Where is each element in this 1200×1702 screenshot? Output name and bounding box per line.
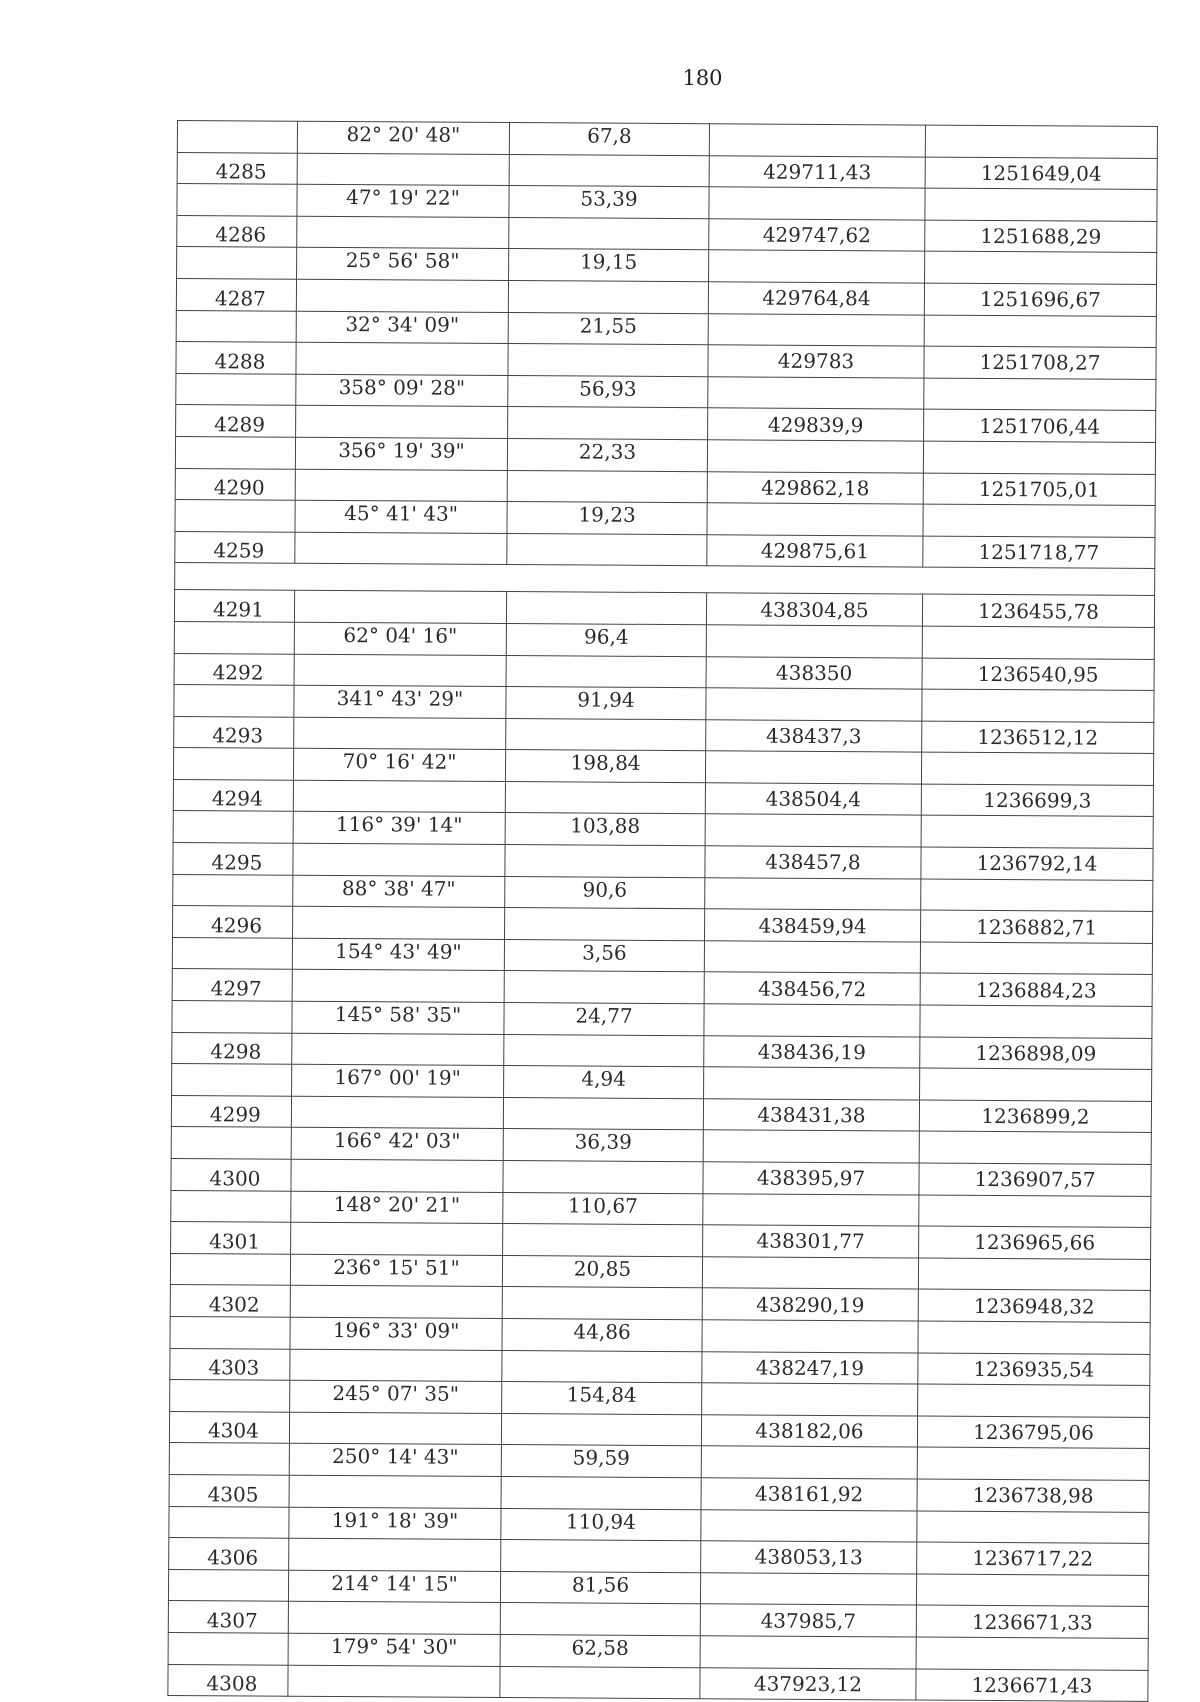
- point-number-cell: [171, 1127, 291, 1159]
- y-coordinate-cell: [916, 1637, 1148, 1670]
- x-coordinate-cell: [700, 1572, 916, 1605]
- point-number-cell: 4290: [175, 468, 295, 500]
- direction-angle-cell: 116° 39' 14": [293, 812, 505, 845]
- y-coordinate-cell: 1251696,67: [924, 283, 1156, 316]
- x-coordinate-cell: 438053,13: [701, 1541, 917, 1574]
- point-number-cell: [173, 748, 293, 780]
- direction-angle-cell: 236° 15' 51": [290, 1254, 502, 1287]
- y-coordinate-cell: [919, 1131, 1151, 1164]
- distance-cell: [501, 1540, 701, 1573]
- point-number-cell: 4291: [174, 590, 294, 622]
- x-coordinate-cell: [707, 503, 923, 536]
- point-number-cell: [169, 1506, 289, 1538]
- distance-cell: 20,85: [502, 1255, 702, 1288]
- distance-cell: 81,56: [500, 1571, 700, 1604]
- distance-cell: 24,77: [504, 1003, 704, 1036]
- y-coordinate-cell: [922, 626, 1154, 659]
- direction-angle-cell: [293, 906, 505, 939]
- point-number-cell: 4259: [175, 531, 295, 563]
- direction-angle-cell: [297, 216, 509, 249]
- distance-cell: 19,23: [507, 502, 707, 535]
- direction-angle-cell: 62° 04' 16": [294, 622, 506, 655]
- direction-angle-cell: [295, 469, 507, 502]
- distance-cell: [508, 344, 708, 377]
- point-number-cell: [177, 184, 297, 216]
- y-coordinate-cell: 1236935,54: [918, 1353, 1150, 1386]
- point-number-cell: [177, 121, 297, 153]
- x-coordinate-cell: [709, 124, 925, 157]
- distance-cell: [508, 407, 708, 440]
- distance-cell: 154,84: [502, 1382, 702, 1415]
- x-coordinate-cell: [702, 1383, 918, 1416]
- y-coordinate-cell: 1236792,14: [921, 847, 1153, 880]
- distance-cell: 91,94: [506, 687, 706, 720]
- point-number-cell: 4301: [171, 1222, 291, 1254]
- point-number-cell: [174, 685, 294, 717]
- direction-angle-cell: 214° 14' 15": [288, 1570, 500, 1603]
- y-coordinate-cell: 1236671,33: [916, 1605, 1148, 1638]
- point-number-cell: [176, 373, 296, 405]
- distance-cell: 22,33: [507, 438, 707, 471]
- direction-angle-cell: 82° 20' 48": [297, 121, 509, 154]
- point-number-cell: 4293: [174, 716, 294, 748]
- distance-cell: 67,8: [509, 123, 709, 156]
- point-number-cell: 4288: [176, 342, 296, 374]
- distance-cell: 56,93: [508, 375, 708, 408]
- x-coordinate-cell: 438304,85: [706, 593, 922, 626]
- distance-cell: [507, 470, 707, 503]
- x-coordinate-cell: [704, 941, 920, 974]
- y-coordinate-cell: 1236907,57: [919, 1163, 1151, 1196]
- x-coordinate-cell: [705, 751, 921, 784]
- x-coordinate-cell: 438395,97: [703, 1162, 919, 1195]
- distance-cell: 198,84: [505, 750, 705, 783]
- table-row-point: [168, 1664, 1148, 1702]
- direction-angle-cell: [296, 279, 508, 312]
- distance-cell: 3,56: [504, 939, 704, 972]
- x-coordinate-cell: 438459,94: [704, 909, 920, 942]
- direction-angle-cell: 341° 43' 29": [294, 685, 506, 718]
- x-coordinate-cell: 438431,38: [703, 1099, 919, 1132]
- x-coordinate-cell: [709, 250, 925, 283]
- point-number-cell: [168, 1632, 288, 1664]
- y-coordinate-cell: [921, 816, 1153, 849]
- x-coordinate-cell: [704, 1004, 920, 1037]
- point-number-cell: 4302: [170, 1285, 290, 1317]
- distance-cell: [500, 1603, 700, 1636]
- direction-angle-cell: [293, 843, 505, 876]
- direction-angle-cell: [291, 1096, 503, 1129]
- distance-cell: [501, 1413, 701, 1446]
- direction-angle-cell: [294, 717, 506, 750]
- distance-cell: [503, 1097, 703, 1130]
- y-coordinate-cell: 1236738,98: [917, 1479, 1149, 1512]
- y-coordinate-cell: [917, 1511, 1149, 1544]
- direction-angle-cell: 245° 07' 35": [290, 1380, 502, 1413]
- point-number-cell: 4298: [172, 1032, 292, 1064]
- distance-cell: 19,15: [509, 249, 709, 282]
- point-number-cell: 4295: [173, 843, 293, 875]
- y-coordinate-cell: [920, 1005, 1152, 1038]
- distance-cell: 96,4: [506, 623, 706, 656]
- x-coordinate-cell: 438504,4: [705, 783, 921, 816]
- y-coordinate-cell: [924, 315, 1156, 348]
- y-coordinate-cell: 1251649,04: [925, 157, 1157, 190]
- y-coordinate-cell: [920, 942, 1152, 975]
- x-coordinate-cell: 429839,9: [708, 408, 924, 441]
- y-coordinate-cell: [917, 1447, 1149, 1480]
- point-number-cell: [172, 1001, 292, 1033]
- distance-cell: 59,59: [501, 1445, 701, 1478]
- y-coordinate-cell: 1236512,12: [922, 721, 1154, 754]
- x-coordinate-cell: [706, 625, 922, 658]
- direction-angle-cell: [290, 1349, 502, 1382]
- direction-angle-cell: 179° 54' 30": [288, 1633, 500, 1666]
- x-coordinate-cell: 429783: [708, 345, 924, 378]
- direction-angle-cell: [289, 1412, 501, 1445]
- y-coordinate-cell: [925, 251, 1157, 284]
- direction-angle-cell: 88° 38' 47": [293, 875, 505, 908]
- y-coordinate-cell: 1236795,06: [917, 1416, 1149, 1449]
- x-coordinate-cell: 429862,18: [707, 471, 923, 504]
- x-coordinate-cell: 429711,43: [709, 155, 925, 188]
- y-coordinate-cell: [921, 879, 1153, 912]
- point-number-cell: [172, 1064, 292, 1096]
- direction-angle-cell: 45° 41' 43": [295, 500, 507, 533]
- x-coordinate-cell: [702, 1257, 918, 1290]
- x-coordinate-cell: 429875,61: [707, 534, 923, 567]
- x-coordinate-cell: 438350: [706, 656, 922, 689]
- y-coordinate-cell: 1236898,09: [920, 1037, 1152, 1070]
- distance-cell: 4,94: [504, 1066, 704, 1099]
- x-coordinate-cell: [705, 877, 921, 910]
- point-number-cell: 4294: [173, 779, 293, 811]
- y-coordinate-cell: [918, 1258, 1150, 1291]
- point-number-cell: [170, 1380, 290, 1412]
- direction-angle-cell: 32° 34' 09": [296, 311, 508, 344]
- distance-cell: 53,39: [509, 186, 709, 219]
- direction-angle-cell: [291, 1222, 503, 1255]
- y-coordinate-cell: 1236884,23: [920, 973, 1152, 1006]
- direction-angle-cell: [295, 532, 507, 565]
- y-coordinate-cell: [925, 188, 1157, 221]
- y-coordinate-cell: [918, 1384, 1150, 1417]
- direction-angle-cell: [289, 1475, 501, 1508]
- direction-angle-cell: [289, 1538, 501, 1571]
- distance-cell: [502, 1287, 702, 1320]
- distance-cell: 44,86: [502, 1318, 702, 1351]
- direction-angle-cell: 196° 33' 09": [290, 1317, 502, 1350]
- point-number-cell: [172, 937, 292, 969]
- direction-angle-cell: 167° 00' 19": [292, 1064, 504, 1097]
- y-coordinate-cell: 1251705,01: [923, 473, 1155, 506]
- page-number: 180: [682, 66, 723, 90]
- distance-cell: 90,6: [505, 876, 705, 909]
- y-coordinate-cell: [918, 1321, 1150, 1354]
- point-number-cell: 4297: [172, 969, 292, 1001]
- point-number-cell: 4286: [177, 215, 297, 247]
- point-number-cell: 4307: [168, 1601, 288, 1633]
- y-coordinate-cell: [920, 1068, 1152, 1101]
- x-coordinate-cell: [705, 814, 921, 847]
- coordinates-table-container: [167, 120, 1157, 1702]
- x-coordinate-cell: [706, 688, 922, 721]
- x-coordinate-cell: [702, 1320, 918, 1353]
- point-number-cell: [170, 1316, 290, 1348]
- distance-cell: [503, 1224, 703, 1257]
- point-number-cell: [169, 1443, 289, 1475]
- y-coordinate-cell: 1236455,78: [922, 594, 1154, 627]
- direction-angle-cell: 25° 56' 58": [297, 248, 509, 281]
- direction-angle-cell: [296, 406, 508, 439]
- x-coordinate-cell: 438161,92: [701, 1478, 917, 1511]
- direction-angle-cell: [297, 153, 509, 186]
- direction-angle-cell: [296, 342, 508, 375]
- y-coordinate-cell: 1251718,77: [923, 536, 1155, 569]
- x-coordinate-cell: [708, 313, 924, 346]
- point-number-cell: 4296: [173, 906, 293, 938]
- point-number-cell: 4300: [171, 1158, 291, 1190]
- direction-angle-cell: 148° 20' 21": [291, 1191, 503, 1224]
- point-number-cell: [171, 1190, 291, 1222]
- distance-cell: [502, 1350, 702, 1383]
- direction-angle-cell: 191° 18' 39": [289, 1507, 501, 1540]
- y-coordinate-cell: 1236671,43: [916, 1669, 1148, 1702]
- x-coordinate-cell: [701, 1509, 917, 1542]
- distance-cell: 36,39: [503, 1129, 703, 1162]
- x-coordinate-cell: 438301,77: [703, 1225, 919, 1258]
- x-coordinate-cell: 438457,8: [705, 846, 921, 879]
- direction-angle-cell: [292, 1033, 504, 1066]
- y-coordinate-cell: 1236882,71: [920, 910, 1152, 943]
- point-number-cell: [177, 247, 297, 279]
- x-coordinate-cell: 429764,84: [708, 282, 924, 315]
- y-coordinate-cell: [923, 504, 1155, 537]
- direction-angle-cell: 166° 42' 03": [291, 1128, 503, 1161]
- point-number-cell: [168, 1569, 288, 1601]
- distance-cell: [505, 781, 705, 814]
- distance-cell: 110,94: [501, 1508, 701, 1541]
- y-coordinate-cell: 1251688,29: [925, 220, 1157, 253]
- point-number-cell: [170, 1253, 290, 1285]
- x-coordinate-cell: 438247,19: [702, 1351, 918, 1384]
- distance-cell: [509, 154, 709, 187]
- point-number-cell: [176, 310, 296, 342]
- y-coordinate-cell: 1236717,22: [917, 1542, 1149, 1575]
- distance-cell: [501, 1476, 701, 1509]
- distance-cell: [506, 655, 706, 688]
- x-coordinate-cell: [703, 1193, 919, 1226]
- point-number-cell: 4285: [177, 152, 297, 184]
- y-coordinate-cell: 1236540,95: [922, 658, 1154, 691]
- y-coordinate-cell: 1236699,3: [921, 784, 1153, 817]
- x-coordinate-cell: [700, 1636, 916, 1669]
- y-coordinate-cell: [922, 689, 1154, 722]
- x-coordinate-cell: [708, 376, 924, 409]
- point-number-cell: 4292: [174, 653, 294, 685]
- direction-angle-cell: [294, 591, 506, 624]
- direction-angle-cell: [290, 1286, 502, 1319]
- x-coordinate-cell: [709, 187, 925, 220]
- y-coordinate-cell: [919, 1195, 1151, 1228]
- point-number-cell: 4304: [169, 1411, 289, 1443]
- distance-cell: [507, 533, 707, 566]
- y-coordinate-cell: [924, 378, 1156, 411]
- point-number-cell: 4287: [176, 278, 296, 310]
- point-number-cell: 4299: [171, 1095, 291, 1127]
- x-coordinate-cell: [701, 1446, 917, 1479]
- y-coordinate-cell: [921, 752, 1153, 785]
- x-coordinate-cell: 437985,7: [700, 1604, 916, 1637]
- y-coordinate-cell: 1236899,2: [919, 1100, 1151, 1133]
- x-coordinate-cell: 438290,19: [702, 1288, 918, 1321]
- point-number-cell: [173, 874, 293, 906]
- distance-cell: [509, 217, 709, 250]
- y-coordinate-cell: 1251708,27: [924, 346, 1156, 379]
- direction-angle-cell: 358° 09' 28": [296, 374, 508, 407]
- direction-angle-cell: 356° 19' 39": [295, 437, 507, 470]
- x-coordinate-cell: 438182,06: [701, 1414, 917, 1447]
- x-coordinate-cell: [707, 440, 923, 473]
- distance-cell: 21,55: [508, 312, 708, 345]
- point-number-cell: 4305: [169, 1474, 289, 1506]
- distance-cell: 103,88: [505, 813, 705, 846]
- direction-angle-cell: 70° 16' 42": [293, 749, 505, 782]
- x-coordinate-cell: 438437,3: [706, 719, 922, 752]
- y-coordinate-cell: [923, 441, 1155, 474]
- distance-cell: [506, 718, 706, 751]
- direction-angle-cell: 154° 43' 49": [292, 938, 504, 971]
- point-number-cell: [175, 436, 295, 468]
- distance-cell: [503, 1161, 703, 1194]
- point-number-cell: 4306: [169, 1538, 289, 1570]
- point-number-cell: [173, 811, 293, 843]
- distance-cell: 62,58: [500, 1634, 700, 1667]
- point-number-cell: [175, 500, 295, 532]
- direction-angle-cell: 47° 19' 22": [297, 184, 509, 217]
- direction-angle-cell: 145° 58' 35": [292, 1001, 504, 1034]
- distance-cell: [504, 971, 704, 1004]
- x-coordinate-cell: 438456,72: [704, 972, 920, 1005]
- y-coordinate-cell: [916, 1574, 1148, 1607]
- x-coordinate-cell: 429747,62: [709, 219, 925, 252]
- point-number-cell: 4303: [170, 1348, 290, 1380]
- distance-cell: [506, 592, 706, 625]
- y-coordinate-cell: [925, 125, 1157, 158]
- direction-angle-cell: [293, 780, 505, 813]
- distance-cell: [508, 280, 708, 313]
- y-coordinate-cell: 1236965,66: [919, 1226, 1151, 1259]
- x-coordinate-cell: 437923,12: [700, 1667, 916, 1700]
- direction-angle-cell: [292, 970, 504, 1003]
- coordinates-table: [167, 120, 1158, 1702]
- direction-angle-cell: [288, 1665, 500, 1698]
- x-coordinate-cell: 438436,19: [704, 1035, 920, 1068]
- direction-angle-cell: [294, 654, 506, 687]
- point-number-cell: 4308: [168, 1664, 288, 1696]
- direction-angle-cell: [291, 1159, 503, 1192]
- y-coordinate-cell: 1236948,32: [918, 1289, 1150, 1322]
- distance-cell: [505, 845, 705, 878]
- distance-cell: [500, 1666, 700, 1699]
- y-coordinate-cell: 1251706,44: [924, 409, 1156, 442]
- x-coordinate-cell: [704, 1067, 920, 1100]
- direction-angle-cell: 250° 14' 43": [289, 1444, 501, 1477]
- distance-cell: [505, 908, 705, 941]
- point-number-cell: 4289: [176, 405, 296, 437]
- distance-cell: [504, 1034, 704, 1067]
- coordinates-table-body: [168, 121, 1158, 1702]
- x-coordinate-cell: [703, 1130, 919, 1163]
- point-number-cell: [174, 621, 294, 653]
- distance-cell: 110,67: [503, 1192, 703, 1225]
- direction-angle-cell: [288, 1602, 500, 1635]
